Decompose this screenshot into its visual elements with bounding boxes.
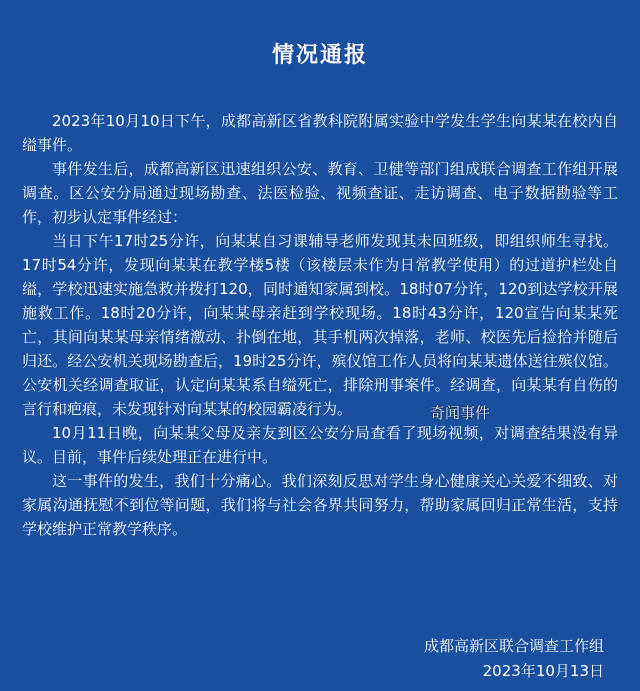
paragraph-1: 2023年10月10日下午，成都高新区省教科院附属实验中学发生学生向某某在校内自缢事件。	[22, 112, 618, 154]
signature-organization: 成都高新区联合调查工作组	[423, 637, 604, 655]
paragraph-3: 当日下午17时25分许，向某某自习课辅导老师发现其未回班级，即组织师生寻找。17时54分许，发现向某某在教学楼5楼（该楼层未作为日常教学使用）的过道护栏处自缢，学校迅速实施急救并拨打120，同时通知家属到校。18时07分许，120到达学校开展施救工作。18时20分许，向某某母亲赶到学校现场。18时43分许，120宣告向某某死亡，其间向某某母亲情绪激动、扑倒在地，其手机两次掉落，老师、校医先后捡拾并随后归还。经公安机关现场勘查后，19时25分许，殡仪馆工作人员将向某某遗体送往殡仪馆。公安机关经调查取证，认定向某某系自缢死亡，排除刑事案件。经调查，向某某有自伤的言行和疤痕，未发现针对向某某的校园霸凌行为。	[22, 232, 618, 418]
signature-date: 2023年10月13日	[482, 662, 604, 680]
paragraph-5: 这一事件的发生，我们十分痛心。我们深刻反思对学生身心健康关心关爱不细致、对家属沟通抚慰不到位等问题，我们将与社会各界共同努力，帮助家属回归正常生活，支持学校维护正常教学秩序。	[22, 472, 618, 538]
signature-block	[424, 634, 604, 684]
notice-title: 情况通报	[271, 43, 368, 68]
paragraph-4: 10月11日晚，向某某父母及亲友到区公安分局查看了现场视频，对调查结果没有异议。目前，事件后续处理正在进行中。	[22, 424, 618, 466]
watermark-text: 奇闻事件	[430, 404, 491, 422]
paragraph-2: 事件发生后，成都高新区迅速组织公安、教育、卫健等部门组成联合调查工作组开展调查。区公安分局通过现场勘查、法医检验、视频查证、走访调查、电子数据勘验等工作，初步认定事件经过：	[22, 160, 618, 226]
notice-body	[22, 109, 618, 541]
